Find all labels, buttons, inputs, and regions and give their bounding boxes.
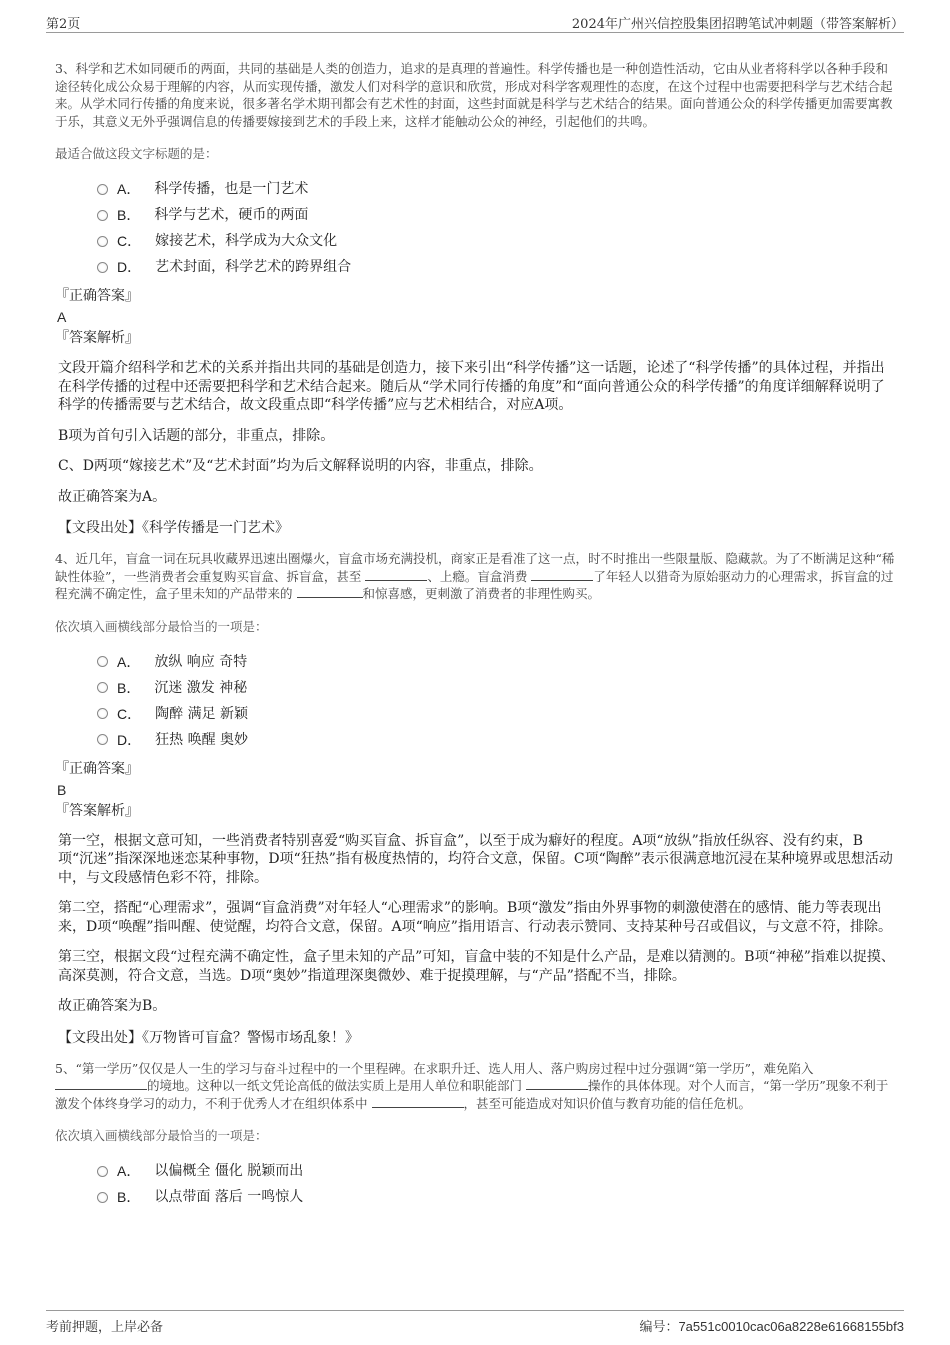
radio-icon[interactable] bbox=[97, 1192, 108, 1203]
analysis-paragraph: 第三空，根据文段“过程充满不确定性，盒子里未知的产品”可知，盲盒中装的不知是什么产品，是难以猜测的。B项“神秘”指难以捉摸、高深莫测，符合文意，当选。D项“奥妙”指道理深奥微妙、难于捉摸理解，与“产品”搭配不当，排除。 bbox=[58, 949, 895, 984]
radio-icon[interactable] bbox=[97, 734, 108, 745]
option-list bbox=[97, 1158, 895, 1210]
question-3 bbox=[55, 60, 895, 538]
option-text: 科学传播，也是一门艺术 bbox=[154, 181, 309, 197]
option-text: 艺术封面，科学艺术的跨界组合 bbox=[155, 259, 352, 275]
page-header bbox=[46, 10, 904, 33]
question-passage: 4、近几年，盲盒一词在玩具收藏界迅速出圈爆火，盲盒市场充满投机，商家正是看准了这一点，时不时推出一些限量版、隐藏款。为了不断满足这种“稀缺性体验”，一些消费者会重复购买盲盒、拆盲盒，甚至 、上瘾。盲盒消费 了年轻人以猎奇为原始驱动力的心理需求，拆盲盒的过程充满不确定性，盒子里未知的产品带来的 和惊喜感，更刺激了消费者的非理性购买。 bbox=[55, 551, 895, 601]
option-letter: B． bbox=[117, 1189, 141, 1205]
passage-source: 【文段出处】《万物皆可盲盒？警惕市场乱象！》 bbox=[58, 1029, 359, 1046]
radio-icon[interactable] bbox=[97, 236, 108, 247]
option-a[interactable] bbox=[97, 649, 895, 675]
analysis-paragraph: C、D两项“嫁接艺术”及“艺术封面”均为后文解释说明的内容，非重点，排除。 bbox=[58, 458, 543, 474]
analysis-paragraph: B项为首句引入话题的部分，非重点，排除。 bbox=[58, 427, 335, 444]
option-letter: C． bbox=[117, 233, 142, 249]
question-4 bbox=[55, 550, 895, 1048]
option-letter: B． bbox=[117, 679, 141, 696]
fill-blank[interactable] bbox=[526, 1077, 588, 1090]
option-c[interactable] bbox=[97, 228, 895, 254]
document-title: 2024年广州兴信控股集团招聘笔试冲刺题（带答案解析） bbox=[571, 17, 904, 32]
option-text: 狂热 唤醒 奥妙 bbox=[155, 731, 249, 748]
document-serial: 编号：7a551c0010cac06a8228e61668155bf3 bbox=[639, 1319, 904, 1334]
fill-blank[interactable] bbox=[297, 585, 363, 598]
analysis-paragraph: 故正确答案为B。 bbox=[58, 998, 167, 1014]
radio-icon[interactable] bbox=[97, 656, 108, 667]
option-list bbox=[97, 176, 895, 280]
option-text: 嫁接艺术，科学成为大众文化 bbox=[155, 233, 338, 249]
correct-answer: A bbox=[57, 309, 67, 325]
analysis-label: 『答案解析』 bbox=[55, 802, 139, 819]
correct-answer: B bbox=[57, 781, 67, 798]
option-b[interactable] bbox=[97, 1184, 895, 1210]
analysis-paragraph: 第一空，根据文意可知，一些消费者特别喜爱“购买盲盒、拆盲盒”，以至于成为癖好的程度。A项“放纵”指放任纵容、没有约束，B项“沉迷”指深深地迷恋某种事物，D项“狂热”指有极度热情的，均符合文意，保留。C项“陶醉”表示很满意地沉浸在某种境界或思想活动中，与文段感情色彩不符，排除。 bbox=[58, 832, 893, 886]
page-content bbox=[55, 60, 895, 1220]
question-instruction: 依次填入画横线部分最恰当的一项是： bbox=[55, 618, 268, 634]
radio-icon[interactable] bbox=[97, 184, 108, 195]
analysis-label: 『答案解析』 bbox=[55, 330, 139, 346]
option-text: 以点带面 落后 一鸣惊人 bbox=[154, 1189, 304, 1205]
option-a[interactable] bbox=[97, 1158, 895, 1184]
question-instruction: 依次填入画横线部分最恰当的一项是： bbox=[55, 1128, 268, 1143]
option-letter: C． bbox=[117, 705, 142, 722]
radio-icon[interactable] bbox=[97, 262, 108, 273]
question-passage: 3、科学和艺术如同硬币的两面，共同的基础是人类的创造力，追求的是真理的普遍性。科学传播也是一种创造性活动，它由从业者将科学以各种手段和途径转化成公众易于理解的内容，从而实现传播，激发人们对科学的意识和欣赏，形成对科学客观理性的态度，在这个过程中也需要把科学与艺术结合起来。从学术同行传播的角度来说，很多著名学术期刊都会有艺术性的封面，这些封面就是科学与艺术结合的结果。面向普通公众的科学传播更加需要寓教于乐，其意义无外乎强调信息的传播要嫁接到艺术的手段上来，这样才能触动公众的神经，引起他们的共鸣。 bbox=[55, 61, 893, 129]
passage-source: 【文段出处】《科学传播是一门艺术》 bbox=[58, 520, 289, 536]
fill-blank[interactable] bbox=[372, 1095, 464, 1108]
option-b[interactable] bbox=[97, 202, 895, 228]
option-letter: A． bbox=[117, 181, 141, 197]
option-letter: D． bbox=[117, 731, 142, 748]
option-text: 科学与艺术，硬币的两面 bbox=[154, 207, 309, 223]
fill-blank[interactable] bbox=[55, 1077, 147, 1090]
option-letter: B． bbox=[117, 207, 141, 223]
option-letter: D． bbox=[117, 259, 142, 275]
option-letter: A． bbox=[117, 653, 141, 670]
analysis-paragraph: 故正确答案为A。 bbox=[58, 488, 167, 505]
radio-icon[interactable] bbox=[97, 708, 108, 719]
option-text: 以偏概全 僵化 脱颖而出 bbox=[154, 1163, 304, 1179]
option-list bbox=[97, 649, 895, 753]
option-d[interactable] bbox=[97, 727, 895, 753]
question-passage: 5、“第一学历”仅仅是人一生的学习与奋斗过程中的一个里程碑。在求职升迁、选人用人、落户购房过程中过分强调“第一学历”，难免陷入的境地。这种以一纸文凭论高低的做法实质上是用人单位和职能部门 操作的具体体现。对个人而言，“第一学历”现象不利于激发个体终身学习的动力，不利于优秀人才在组织体系中 ，甚至可能造成对知识价值与教育功能的信任危机。 bbox=[55, 1060, 889, 1111]
radio-icon[interactable] bbox=[97, 682, 108, 693]
analysis-paragraph: 第二空，搭配“心理需求”，强调“盲盒消费”对年轻人“心理需求”的影响。B项“激发”指由外界事物的刺激使潜在的感情、能力等表现出来，D项“唤醒”指叫醒、使觉醒，均符合文意，保留。A项“响应”指用语言、行动表示赞同、支持某种号召或倡议，与文意不符，排除。 bbox=[58, 900, 892, 935]
radio-icon[interactable] bbox=[97, 210, 108, 221]
footer-slogan: 考前押题，上岸必备 bbox=[46, 1320, 164, 1335]
answer-label: 『正确答案』 bbox=[55, 760, 139, 777]
option-d[interactable] bbox=[97, 254, 895, 280]
option-text: 放纵 响应 奇特 bbox=[154, 653, 248, 670]
fill-blank[interactable] bbox=[531, 568, 593, 581]
option-b[interactable] bbox=[97, 675, 895, 701]
option-letter: A． bbox=[117, 1163, 141, 1179]
option-c[interactable] bbox=[97, 701, 895, 727]
option-text: 沉迷 激发 神秘 bbox=[154, 679, 248, 696]
analysis-paragraph: 文段开篇介绍科学和艺术的关系并指出共同的基础是创造力，接下来引出“科学传播”这一话题，论述了“科学传播”的具体过程，并指出在科学传播的过程中还需要把科学和艺术结合起来。随后从“学术同行传播的角度”和“面向普通公众的科学传播”的角度详细解释说明了科学的传播需要与艺术结合，故文段重点即“科学传播”应与艺术相结合，对应A项。 bbox=[58, 360, 885, 413]
option-text: 陶醉 满足 新颖 bbox=[155, 705, 249, 722]
answer-label: 『正确答案』 bbox=[55, 288, 139, 304]
question-instruction: 最适合做这段文字标题的是： bbox=[55, 146, 218, 161]
page-footer bbox=[46, 1310, 904, 1339]
fill-blank[interactable] bbox=[365, 568, 427, 581]
page-number: 第2页 bbox=[46, 17, 81, 32]
question-5 bbox=[55, 1060, 895, 1211]
radio-icon[interactable] bbox=[97, 1166, 108, 1177]
option-a[interactable] bbox=[97, 176, 895, 202]
